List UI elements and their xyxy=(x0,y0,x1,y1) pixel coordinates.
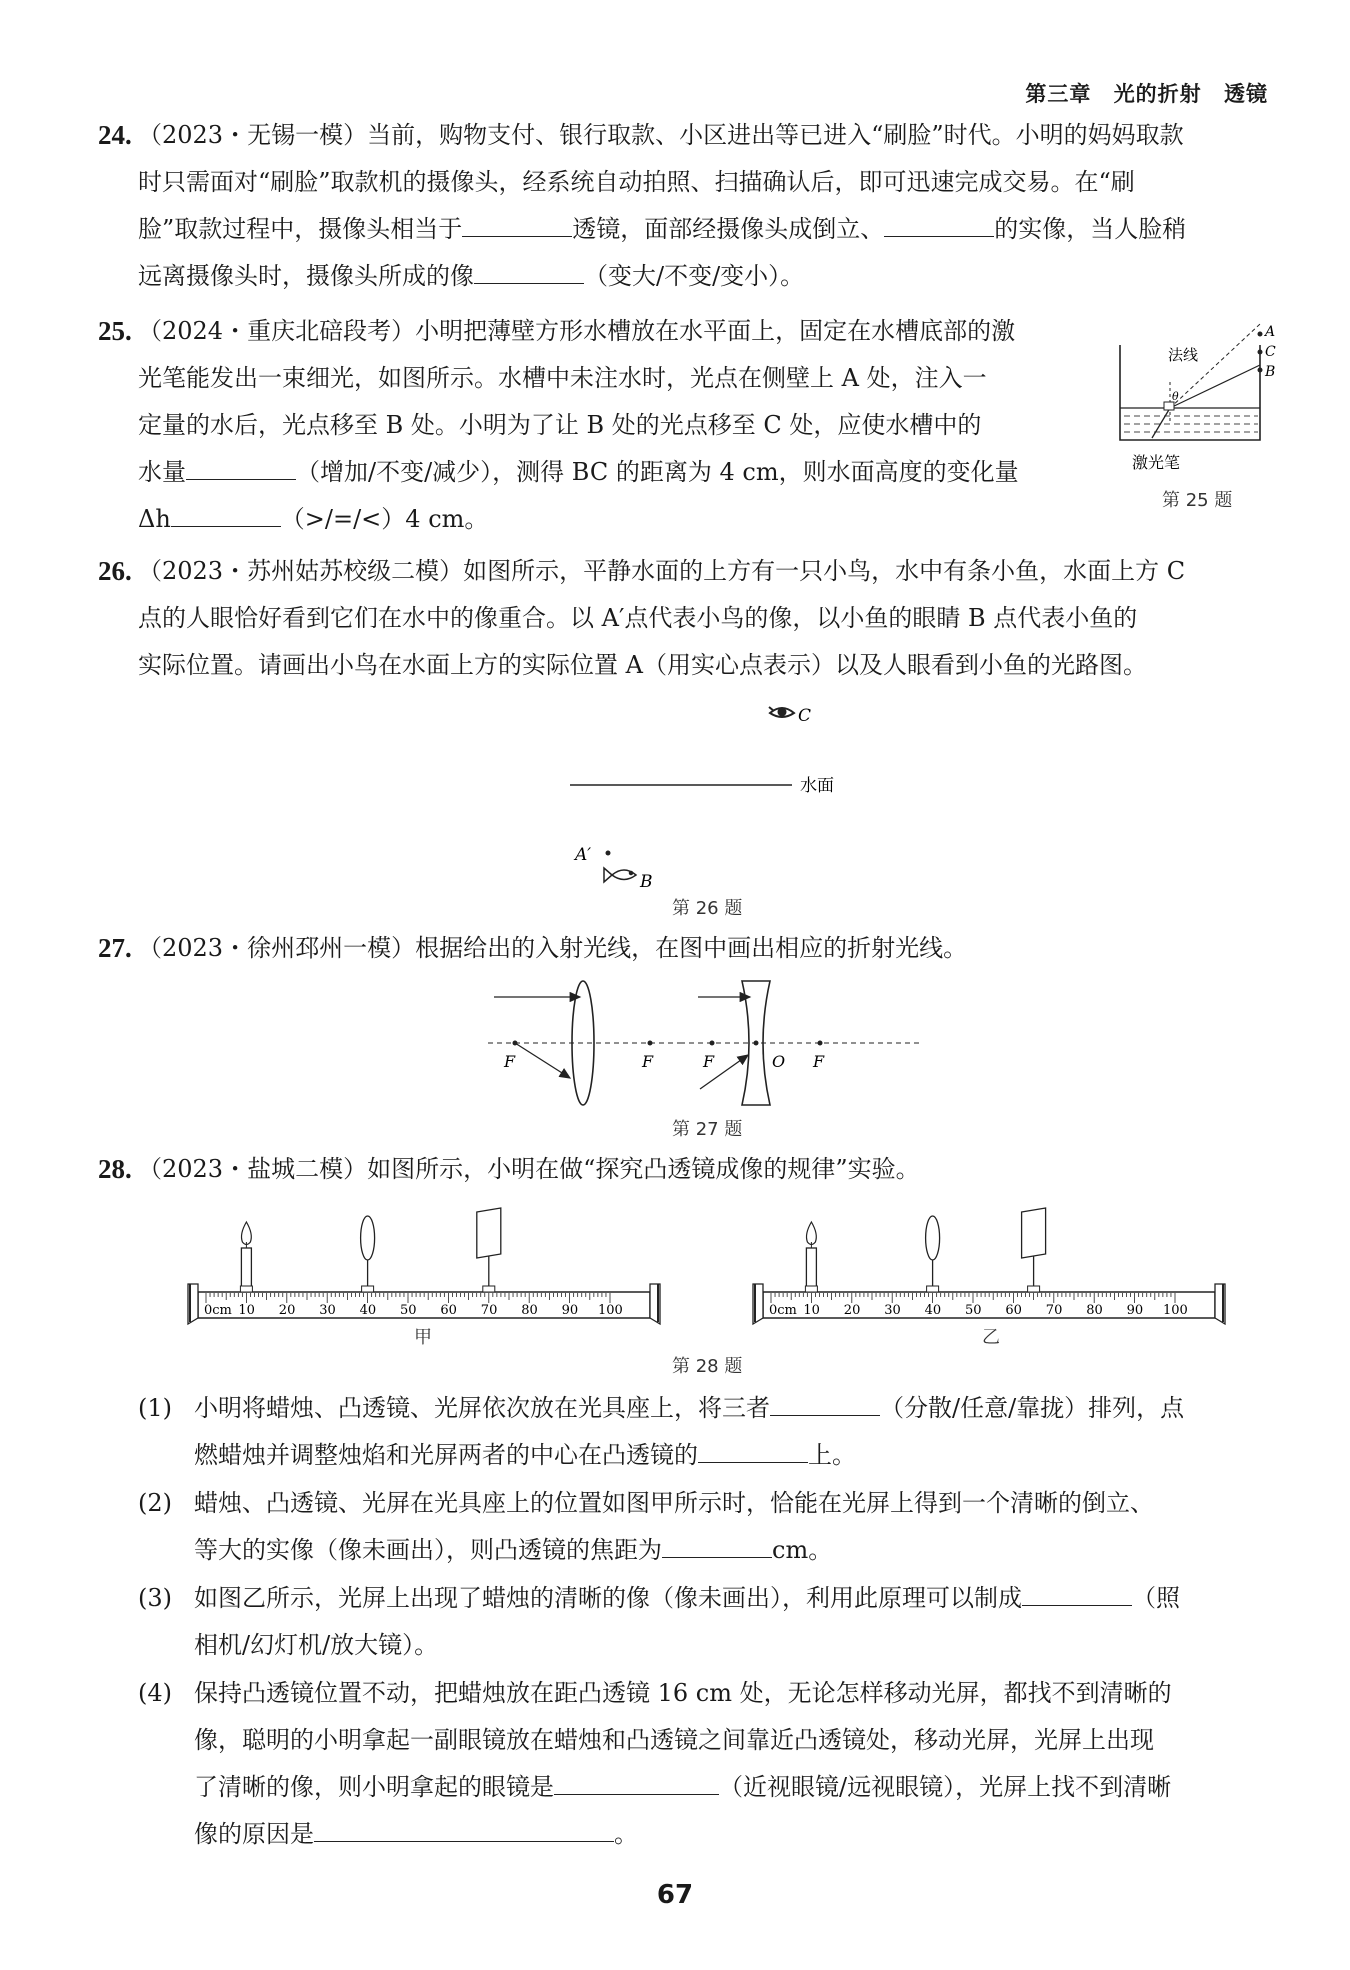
label-B: B xyxy=(640,872,653,892)
subquestion-label: (1) xyxy=(138,1394,172,1422)
question-source: （2023・无锡一模） xyxy=(138,121,368,149)
s3-text-a: 如图乙所示，光屏上出现了蜡烛的清晰的像（像未画出），利用此原理可以制成 xyxy=(194,1584,1022,1612)
q25-line5b: （>/=/<）4 cm。 xyxy=(280,505,489,533)
scale-tick-label: 50 xyxy=(400,1303,417,1318)
label-F: F xyxy=(813,1052,825,1071)
s3-text-c: 相机/幻灯机/放大镜）。 xyxy=(194,1631,439,1659)
s4-text-f: 。 xyxy=(614,1820,638,1848)
scale-tick-label: 40 xyxy=(359,1303,377,1318)
scale-tick-label: 20 xyxy=(278,1303,296,1318)
figure-label-a: 甲 xyxy=(414,1327,432,1348)
bench-holder xyxy=(927,1286,939,1292)
scale-tick-label: 30 xyxy=(884,1303,901,1318)
chapter-title-2: 透镜 xyxy=(1224,82,1268,106)
s1-text-c: 燃蜡烛并调整烛焰和光屏两者的中心在凸透镜的 xyxy=(194,1441,698,1469)
answer-blank[interactable] xyxy=(770,1390,880,1416)
fish-icon xyxy=(604,868,636,882)
scale-tick-label: 10 xyxy=(238,1303,255,1318)
figure-25-caption: 第 25 题 xyxy=(1162,490,1233,511)
s1-text-d: 上。 xyxy=(808,1441,856,1469)
q26-line3: 实际位置。请画出小鸟在水面上方的实际位置 A（用实心点表示）以及人眼看到小鱼的光路图。 xyxy=(138,651,1147,679)
label-A-prime: A′ xyxy=(575,845,592,865)
s2-text-a: 蜡烛、凸透镜、光屏在光具座上的位置如图甲所示时，恰能在光屏上得到一个清晰的倒立、 xyxy=(194,1489,1154,1517)
answer-blank[interactable] xyxy=(186,454,296,480)
optical-bench-a xyxy=(180,1200,670,1340)
answer-blank[interactable] xyxy=(554,1769,719,1795)
q25-line4a: 水量 xyxy=(138,458,186,486)
q24-line3c: 的实像，当人脸稍 xyxy=(994,215,1187,243)
chapter-title-1: 光的折射 xyxy=(1113,82,1202,106)
answer-blank[interactable] xyxy=(171,501,281,527)
question-number: 27. xyxy=(98,933,132,963)
label-F: F xyxy=(642,1052,654,1071)
s4-text-d: （近视眼镜/远视眼镜），光屏上找不到清晰 xyxy=(719,1773,1172,1801)
figure-27-caption: 第 27 题 xyxy=(672,1119,743,1140)
q26-line1: 如图所示，平静水面的上方有一只小鸟，水中有条小鱼，水面上方 C xyxy=(463,557,1186,585)
candle xyxy=(241,1248,251,1290)
label-C: C xyxy=(1265,344,1276,360)
convex-lens xyxy=(361,1216,375,1260)
question-24 xyxy=(98,112,1278,300)
bench-holder xyxy=(240,1286,252,1292)
scale-tick-label: 10 xyxy=(803,1303,820,1318)
eye-icon xyxy=(769,707,794,717)
label-water-surface: 水面 xyxy=(800,776,834,796)
optical-bench-b xyxy=(745,1200,1235,1340)
scale-tick-label: 80 xyxy=(1086,1303,1103,1318)
scale-tick-label: 50 xyxy=(965,1303,982,1318)
question-27 xyxy=(98,925,1278,972)
s3-text-b: （照 xyxy=(1132,1584,1180,1612)
q24-line2: 时只需面对“刷脸”取款机的摄像头，经系统自动拍照、扫描确认后，即可迅速完成交易。在“刷 xyxy=(138,168,1135,196)
q24-line1: 当前，购物支付、银行取款、小区进出等已进入“刷脸”时代。小明的妈妈取款 xyxy=(367,121,1184,149)
light-screen xyxy=(1022,1208,1046,1258)
scale-tick-label: 90 xyxy=(561,1303,579,1318)
scale-tick-label: 80 xyxy=(521,1303,538,1318)
page-header xyxy=(1025,78,1268,108)
subquestion-1 xyxy=(138,1385,1278,1479)
question-number: 24. xyxy=(98,120,132,150)
convex-lens xyxy=(488,981,680,1105)
subquestion-4 xyxy=(138,1670,1278,1858)
s4-text-a: 保持凸透镜位置不动，把蜡烛放在距凸透镜 16 cm 处，无论怎样移动光屏，都找不到清晰的 xyxy=(194,1679,1172,1707)
s2-text-c: cm。 xyxy=(772,1536,833,1564)
question-source: （2023・苏州姑苏校级二模） xyxy=(138,557,464,585)
q25-line2: 光笔能发出一束细光，如图所示。水槽中未注水时，光点在侧壁上 A 处，注入一 xyxy=(138,364,987,392)
answer-blank[interactable] xyxy=(884,211,994,237)
subquestion-label: (3) xyxy=(138,1584,172,1612)
label-A: A xyxy=(1265,324,1276,340)
subquestion-label: (4) xyxy=(138,1679,172,1707)
label-F: F xyxy=(504,1052,516,1071)
question-26 xyxy=(98,548,1278,689)
scale-tick-label: 40 xyxy=(924,1303,942,1318)
label-B: B xyxy=(1265,364,1276,380)
q24-line4b: （变大/不变/变小）。 xyxy=(584,262,805,290)
subquestion-2 xyxy=(138,1480,1278,1574)
q24-line4a: 远离摄像头时，摄像头所成的像 xyxy=(138,262,474,290)
s1-text-a: 小明将蜡烛、凸透镜、光屏依次放在光具座上，将三者 xyxy=(194,1394,770,1422)
flame-icon xyxy=(242,1222,252,1245)
label-C: C xyxy=(798,706,812,726)
answer-blank[interactable] xyxy=(314,1816,614,1842)
subquestion-label: (2) xyxy=(138,1489,172,1517)
scale-tick-label: 60 xyxy=(440,1303,457,1318)
q25-line5a: Δh xyxy=(138,505,171,533)
s4-text-e: 像的原因是 xyxy=(194,1820,314,1848)
question-number: 26. xyxy=(98,556,132,586)
figure-25-diagram xyxy=(1110,320,1285,480)
q25-line4b: （增加/不变/减少），测得 BC 的距离为 4 cm，则水面高度的变化量 xyxy=(296,458,1019,486)
concave-lens xyxy=(680,981,920,1105)
figure-26-caption: 第 26 题 xyxy=(672,898,743,919)
figure-28-caption: 第 28 题 xyxy=(672,1356,743,1377)
scale-unit-label: 0cm xyxy=(204,1303,232,1318)
q27-line1: 根据给出的入射光线，在图中画出相应的折射光线。 xyxy=(415,934,968,962)
chapter-label: 第三章 xyxy=(1025,82,1092,106)
question-25 xyxy=(98,308,1118,543)
scale-tick-label: 30 xyxy=(319,1303,336,1318)
q24-line3a: 脸”取款过程中，摄像头相当于 xyxy=(138,215,463,243)
question-source: （2023・盐城二模） xyxy=(138,1155,368,1183)
q24-line3b: 透镜，面部经摄像头成倒立、 xyxy=(572,215,885,243)
question-number: 25. xyxy=(98,316,132,346)
scale-unit-label: 0cm xyxy=(769,1303,797,1318)
q28-line1: 如图所示，小明在做“探究凸透镜成像的规律”实验。 xyxy=(367,1155,920,1183)
label-theta: θ xyxy=(1172,390,1179,403)
answer-blank[interactable] xyxy=(474,258,584,284)
label-laser-pen: 激光笔 xyxy=(1132,453,1181,472)
bench-holder xyxy=(1028,1286,1040,1292)
scale-tick-label: 70 xyxy=(480,1303,498,1318)
subquestion-3 xyxy=(138,1575,1278,1669)
candle xyxy=(806,1248,816,1290)
question-source: （2024・重庆北碚段考） xyxy=(138,317,416,345)
label-F: F xyxy=(703,1052,715,1071)
question-28 xyxy=(98,1146,1278,1193)
scale-tick-label: 100 xyxy=(598,1303,623,1318)
convex-lens xyxy=(926,1216,940,1260)
bench-holder xyxy=(483,1286,495,1292)
light-screen xyxy=(477,1208,501,1258)
figure-27-diagram xyxy=(480,975,940,1110)
answer-blank[interactable] xyxy=(1022,1580,1132,1606)
page-number: 67 xyxy=(656,1880,694,1910)
question-number: 28. xyxy=(98,1154,132,1184)
s4-text-b: 像，聪明的小明拿起一副眼镜放在蜡烛和凸透镜之间靠近凸透镜处，移动光屏，光屏上出现 xyxy=(194,1726,1154,1754)
label-normal: 法线 xyxy=(1168,346,1199,364)
s1-text-b: （分散/任意/靠拢）排列，点 xyxy=(880,1394,1185,1422)
answer-blank[interactable] xyxy=(462,211,572,237)
scale-tick-label: 20 xyxy=(843,1303,861,1318)
q25-line3: 定量的水后，光点移至 B 处。小明为了让 B 处的光点移至 C 处，应使水槽中的 xyxy=(138,411,982,439)
figure-label-b: 乙 xyxy=(982,1327,1000,1348)
scale-tick-label: 60 xyxy=(1005,1303,1022,1318)
question-source: （2023・徐州邳州一模） xyxy=(138,934,416,962)
flame-icon xyxy=(807,1222,817,1245)
label-O: O xyxy=(772,1052,786,1071)
scale-tick-label: 90 xyxy=(1126,1303,1144,1318)
s2-text-b: 等大的实像（像未画出），则凸透镜的焦距为 xyxy=(194,1536,662,1564)
s4-text-c: 了清晰的像，则小明拿起的眼镜是 xyxy=(194,1773,554,1801)
scale-tick-label: 70 xyxy=(1045,1303,1063,1318)
q25-line1: 小明把薄壁方形水槽放在水平面上，固定在水槽底部的激 xyxy=(415,317,1016,345)
figure-26-diagram xyxy=(560,695,880,895)
answer-blank[interactable] xyxy=(662,1532,772,1558)
q26-line2: 点的人眼恰好看到它们在水中的像重合。以 A′点代表小鸟的像，以小鱼的眼睛 B 点代表小鱼的 xyxy=(138,604,1138,632)
answer-blank[interactable] xyxy=(698,1437,808,1463)
bench-holder xyxy=(805,1286,817,1292)
scale-tick-label: 100 xyxy=(1163,1303,1188,1318)
bench-holder xyxy=(362,1286,374,1292)
